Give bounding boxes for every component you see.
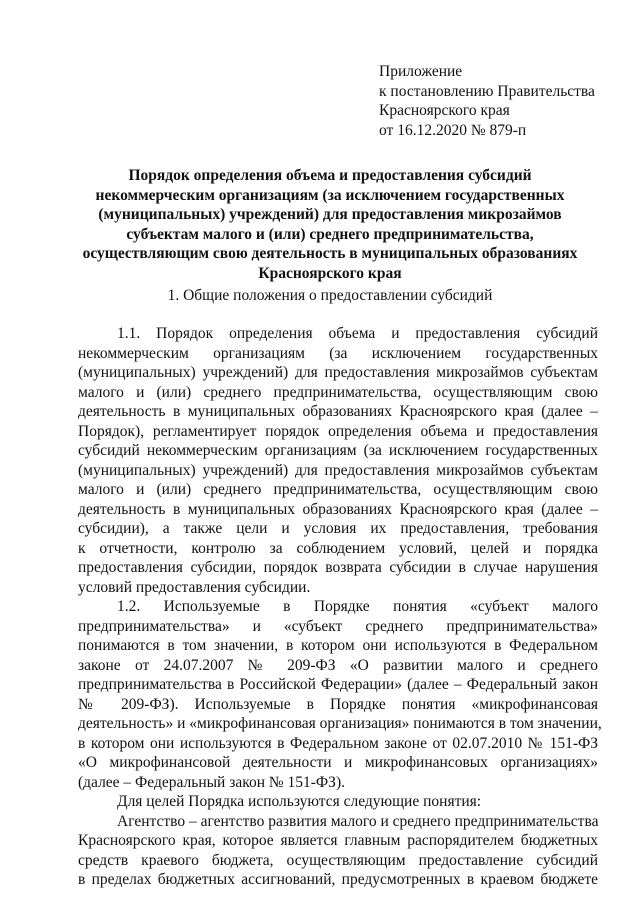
paragraph-line: 1.2. Используемые в Порядке понятия «субъект малого <box>117 598 598 615</box>
paragraph-line: деятельность в муниципальных образованиях Красноярского края (далее – <box>78 500 598 518</box>
paragraph-line: предоставления субсидии, порядок возврата субсидии в случае нарушения <box>78 559 598 576</box>
paragraph-line: малого и (или) среднего предпринимательства, осуществляющим свою <box>78 481 598 498</box>
title-line: некоммерческим организациям (за исключением государственных <box>95 186 565 204</box>
title-line: Порядок определения объема и предоставления субсидий <box>128 167 532 184</box>
paragraph-line: малого и (или) среднего предпринимательства, осуществляющим свою <box>78 383 598 401</box>
paragraph-line: Агентство – агентство развития малого и среднего предпринимательства <box>117 812 599 830</box>
paragraph-line: 1.1. Порядок определения объема и предоставления субсидий <box>117 325 598 342</box>
paragraph-line: деятельность в муниципальных образованиях Красноярского края (далее – <box>78 403 598 420</box>
paragraph-line: Порядок), регламентирует порядок определения объема и предоставления <box>78 422 598 440</box>
body-text <box>78 324 602 890</box>
title-line: субъектам малого и (или) среднего предпринимательства, <box>126 225 534 243</box>
paragraph-line: понимаются в том значении, в котором они используются в Федеральном <box>78 637 598 654</box>
paragraph-line: субсидий некоммерческим организациям (за исключением государственных <box>78 442 598 459</box>
header-line: к постановлению Правительства <box>379 82 595 100</box>
document-title <box>80 166 580 283</box>
paragraph-line: № 209-ФЗ). Используемые в Порядке понятия «микрофинансовая <box>78 695 598 713</box>
appendix-header <box>379 62 595 140</box>
paragraph-line: деятельность» и «микрофинансовая организация» понимаются в том значении, <box>78 715 602 732</box>
title-line: (муниципальных) учреждений) для предоставления микрозаймов <box>98 206 562 223</box>
paragraph-line: предпринимательства в Российской Федерации» (далее – Федеральный закон <box>78 676 598 693</box>
paragraph-line: субсидии), а также цели и условия их предоставления, требования <box>78 520 598 537</box>
paragraph-line: (муниципальных) учреждений) для предоставления микрозаймов субъектам <box>78 461 598 479</box>
paragraph-line: в котором они используются в Федеральном законе от 02.07.2010 № 151-ФЗ <box>78 734 598 752</box>
paragraph-line: к отчетности, контролю за соблюдением условий, целей и порядка <box>78 539 598 557</box>
paragraph-line: (муниципальных) учреждений) для предоставления микрозаймов субъектам <box>78 364 598 381</box>
paragraph-line: предпринимательства» и «субъект среднего предпринимательства» <box>78 617 598 635</box>
section-heading: 1. Общие положения о предоставлении субсидий <box>167 287 493 304</box>
header-line: Приложение <box>379 63 463 80</box>
paragraph-line: средств краевого бюджета, осуществляющим предоставление субсидий <box>78 851 598 869</box>
paragraph-line: Красноярского края, которое является главным распорядителем бюджетных <box>78 832 598 849</box>
title-line: осуществляющим свою деятельность в муниципальных образованиях <box>82 245 578 262</box>
paragraph-line: (далее – Федеральный закон № 151-ФЗ). <box>78 773 345 791</box>
header-line: Красноярского края <box>379 102 510 119</box>
title-line: Красноярского края <box>258 264 402 282</box>
header-line: от 16.12.2020 № 879-п <box>379 121 527 139</box>
paragraph-line: условий предоставления субсидии. <box>78 578 311 596</box>
paragraph-line: в пределах бюджетных ассигнований, предусмотренных в краевом бюджете <box>78 871 598 888</box>
paragraph-line: законе от 24.07.2007 № 209-ФЗ «О развитии малого и среднего <box>78 656 598 674</box>
paragraph-line: «О микрофинансовой деятельности и микрофинансовых организациях» <box>78 754 598 771</box>
paragraph-line: Для целей Порядка используются следующие понятия: <box>117 793 482 810</box>
paragraph-line: некоммерческим организациям (за исключением государственных <box>78 344 598 362</box>
